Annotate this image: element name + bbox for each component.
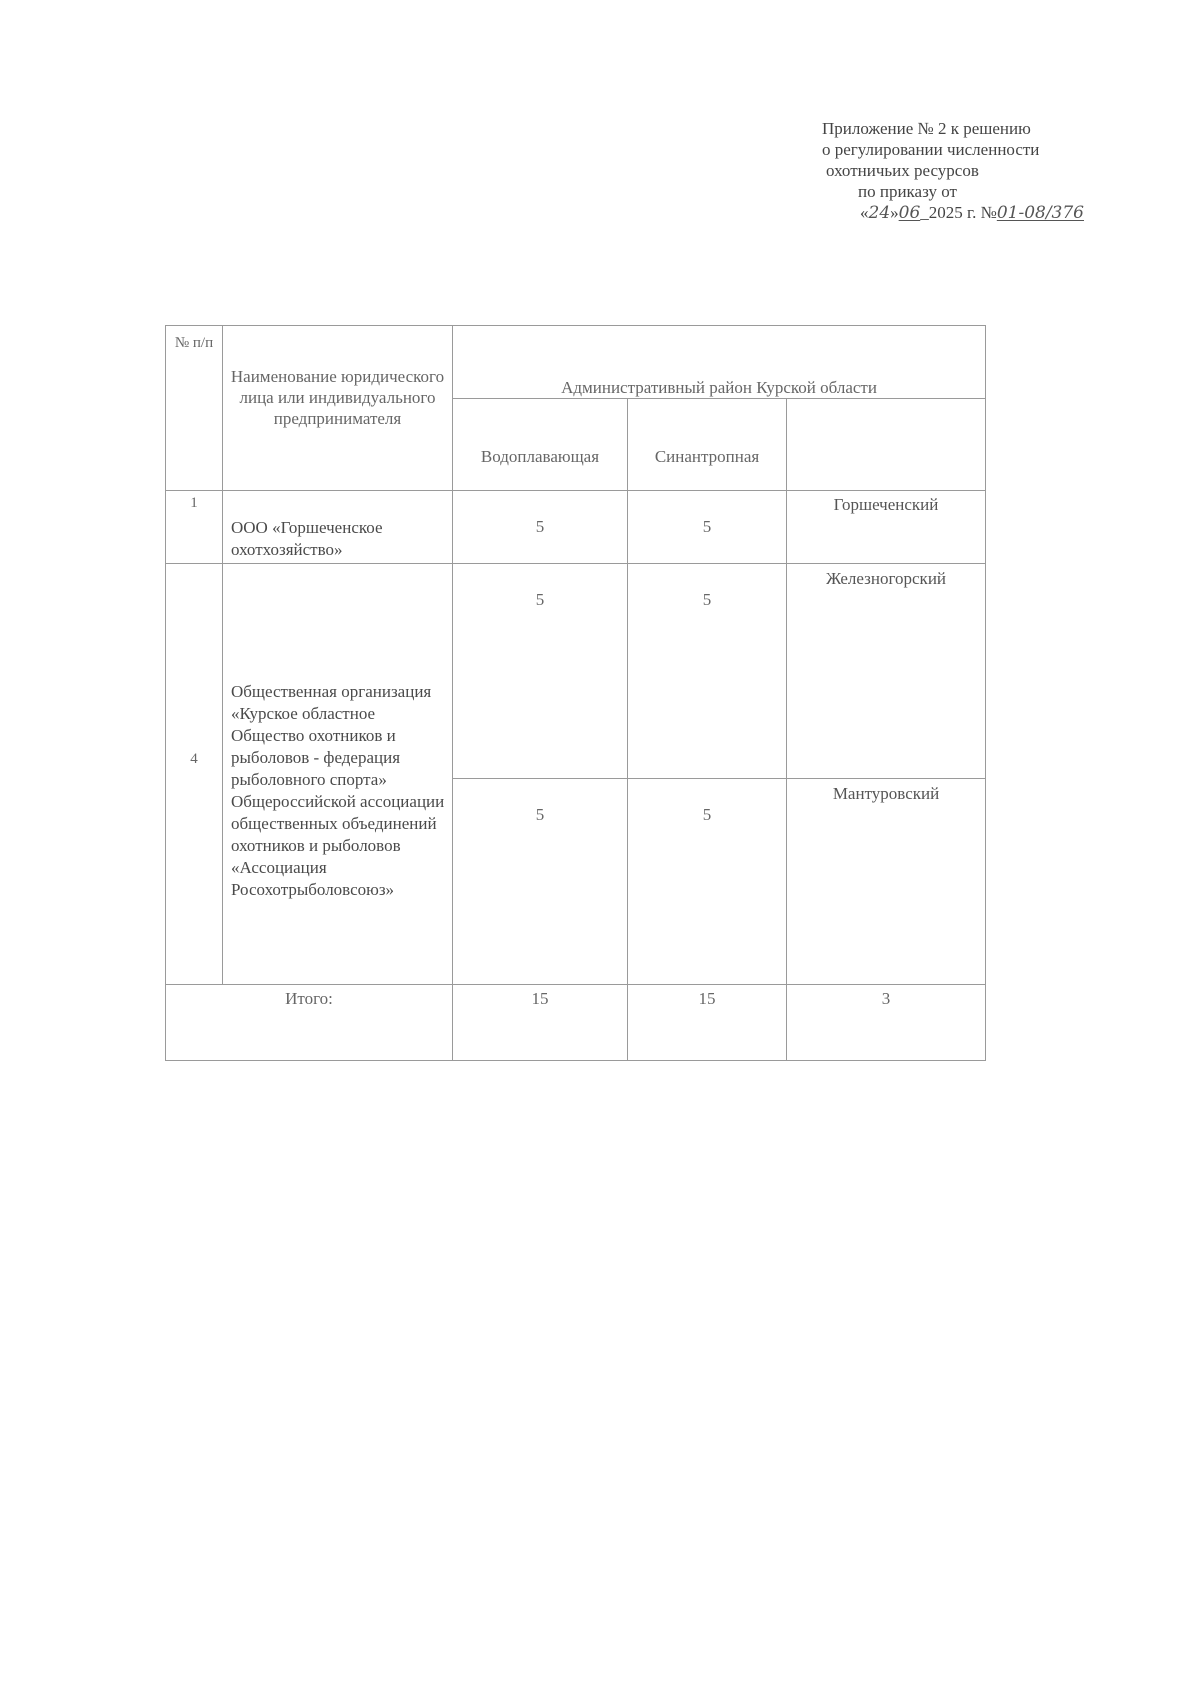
total-waterfowl: 15: [453, 985, 628, 1061]
row-waterfowl: 5: [453, 779, 628, 985]
header-name: Наименование юридического лица или индивидуального предпринимателя: [223, 326, 453, 491]
row-district: Железногорский: [787, 564, 986, 779]
handwritten-day: 24: [868, 203, 891, 223]
handwritten-month: 06: [898, 203, 921, 223]
header-district-blank: [787, 399, 986, 491]
row-num: 1: [166, 491, 223, 564]
table-row: [166, 564, 986, 779]
total-label: Итого:: [166, 985, 453, 1061]
row-name: ООО «Горшеченское охотхозяйство»: [223, 491, 453, 564]
appendix-header: [822, 118, 1152, 224]
header-synanthropic: Синантропная: [628, 399, 787, 491]
row-district: Мантуровский: [787, 779, 986, 985]
header-waterfowl: Водоплавающая: [453, 399, 628, 491]
table-row: [166, 491, 986, 564]
header-line-2: о регулировании численности: [822, 140, 1040, 159]
header-line-1: Приложение № 2 к решению: [822, 119, 1031, 138]
header-num: № п/п: [166, 326, 223, 491]
table-total-row: [166, 985, 986, 1061]
header-admin-district: Административный район Курской области: [453, 326, 986, 399]
row-district: Горшеченский: [787, 491, 986, 564]
row-waterfowl: 5: [453, 491, 628, 564]
total-synanthropic: 15: [628, 985, 787, 1061]
header-line-3: охотничьих ресурсов: [826, 161, 979, 180]
row-num: 4: [166, 564, 223, 985]
row-synanthropic: 5: [628, 564, 787, 779]
row-waterfowl: 5: [453, 564, 628, 779]
row-synanthropic: 5: [628, 491, 787, 564]
handwritten-order-number: 01-08/376: [996, 203, 1084, 223]
row-synanthropic: 5: [628, 779, 787, 985]
header-line-4: по приказу от: [858, 182, 957, 201]
row-name: Общественная организация «Курское областное Общество охотников и рыболовов - федерация рыболовного спорта» Общероссийской ассоциации общественных объединений охотников и рыболовов «Ассоциация Росохотрыболовсоюз»: [223, 564, 453, 985]
quota-table: [165, 325, 986, 1061]
table-header-row-1: [166, 326, 986, 399]
total-district: 3: [787, 985, 986, 1061]
header-order-date: «24»06_2025 г. №01-08/376: [860, 203, 1084, 223]
